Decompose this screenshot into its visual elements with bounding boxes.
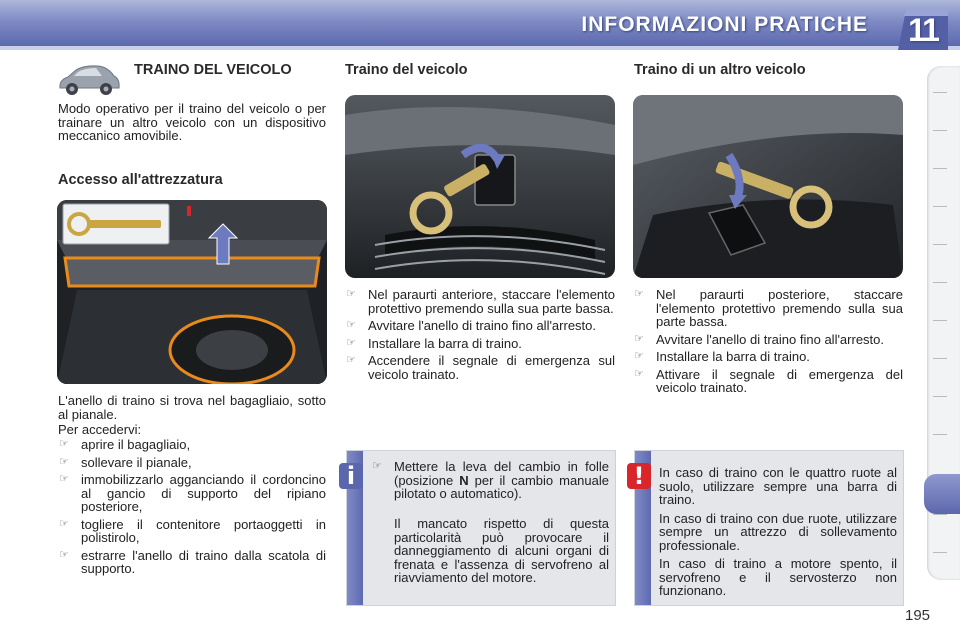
rear-bumper-photo (633, 95, 903, 278)
warning-icon: ! (627, 463, 651, 489)
pointing-hand-icon: ☞ (346, 319, 356, 331)
list-item: ☞ Mettere la leva del cambio in folle (posizione N per il cambio manuale pilotato o automatico). (372, 459, 609, 501)
pointing-hand-icon: ☞ (346, 336, 356, 349)
rear-towing-steps (633, 288, 903, 399)
info-box-list (371, 460, 609, 505)
front-bumper-photo (345, 95, 615, 278)
pointing-hand-icon: ☞ (59, 517, 69, 530)
warning-paragraph: In caso di traino con due ruote, utilizzare sempre un attrezzo di sollevamento professionale. (659, 510, 897, 553)
pointing-hand-icon: ☞ (59, 438, 69, 450)
pointing-hand-icon: ☞ (59, 455, 69, 468)
warning-box (634, 450, 904, 606)
list-item: ☞ Attivare il segnale di emergenza del veicolo trainato. (634, 366, 903, 395)
section-title-traino-altro-veicolo: Traino di un altro veicolo (634, 62, 806, 78)
info-icon: i (339, 463, 363, 489)
pointing-hand-icon: ☞ (346, 288, 356, 300)
pointing-hand-icon: ☞ (59, 473, 69, 485)
info-box (346, 450, 616, 606)
list-item: ☞ togliere il contenitore portaoggetti in polistirolo, (59, 516, 326, 545)
list-item: ☞ Installare la barra di traino. (346, 335, 522, 351)
page-number: 195 (905, 607, 931, 624)
pointing-hand-icon: ☞ (634, 350, 644, 362)
pointing-hand-icon: ☞ (346, 354, 356, 366)
car-icon (56, 62, 122, 98)
list-item: ☞ immobilizzarlo agganciando il cordoncino al gancio di supporto del ripiano posteriore, (59, 472, 326, 514)
access-lead-text: Per accedervi: (58, 422, 142, 437)
list-item: ☞ Avvitare l'anello di traino fino all'arresto. (346, 318, 597, 333)
trunk-photo (57, 200, 327, 384)
list-item: ☞ Avvitare l'anello di traino fino all'arresto. (634, 331, 885, 347)
section-title-traino-veicolo: Traino del veicolo (345, 62, 468, 78)
pointing-hand-icon: ☞ (634, 332, 644, 345)
active-chapter-tab[interactable] (924, 474, 960, 514)
list-item: ☞ Accendere il segnale di emergenza sul veicolo trainato. (346, 353, 615, 382)
front-towing-steps (345, 288, 615, 385)
list-item: ☞ Nel paraurti posteriore, staccare l'elemento protettivo premendo sulla sua parte bassa. (634, 287, 903, 329)
pointing-hand-icon: ☞ (634, 288, 644, 300)
pointing-hand-icon: ☞ (59, 548, 69, 561)
warning-paragraph: In caso di traino a motore spento, il servofreno e il servosterzo non funzionano. (659, 556, 897, 598)
pointing-hand-icon: ☞ (634, 367, 644, 380)
info-box-note: Il mancato rispetto di questa particolarità può provocare il danneggiamento di alcuni organi di frenata e l'assenza di servofreno al riavviamento del motore. (394, 516, 609, 585)
subtitle-accesso: Accesso all'attrezzatura (58, 172, 223, 188)
list-item: ☞ sollevare il pianale, (59, 454, 192, 470)
page-title: INFORMAZIONI PRATICHE (581, 13, 868, 36)
list-item: ☞ Nel paraurti anteriore, staccare l'elemento protettivo premendo sulla sua parte bassa. (346, 287, 615, 316)
section-title-traino-del-veicolo: TRAINO DEL VEICOLO (134, 62, 292, 78)
list-item: ☞ estrarre l'anello di traino dalla scatola di supporto. (59, 547, 326, 576)
ring-location-text: L'anello di traino si trova nel bagagliaio, sotto al pianale. (58, 393, 326, 422)
list-item: ☞ Installare la barra di traino. (634, 349, 810, 364)
intro-paragraph: Modo operativo per il traino del veicolo o per trainare un altro veicolo con un dispositivo meccanico amovibile. (58, 101, 326, 143)
warning-box-text (659, 466, 897, 598)
header-stripe (0, 46, 960, 50)
list-item: ☞ aprire il bagagliaio, (59, 437, 191, 452)
pointing-hand-icon: ☞ (372, 460, 382, 472)
warning-paragraph: In caso di traino con le quattro ruote al suolo, utilizzare sempre una barra di traino. (659, 465, 897, 507)
access-steps-list (58, 438, 326, 580)
chapter-number: 11 (908, 12, 938, 48)
